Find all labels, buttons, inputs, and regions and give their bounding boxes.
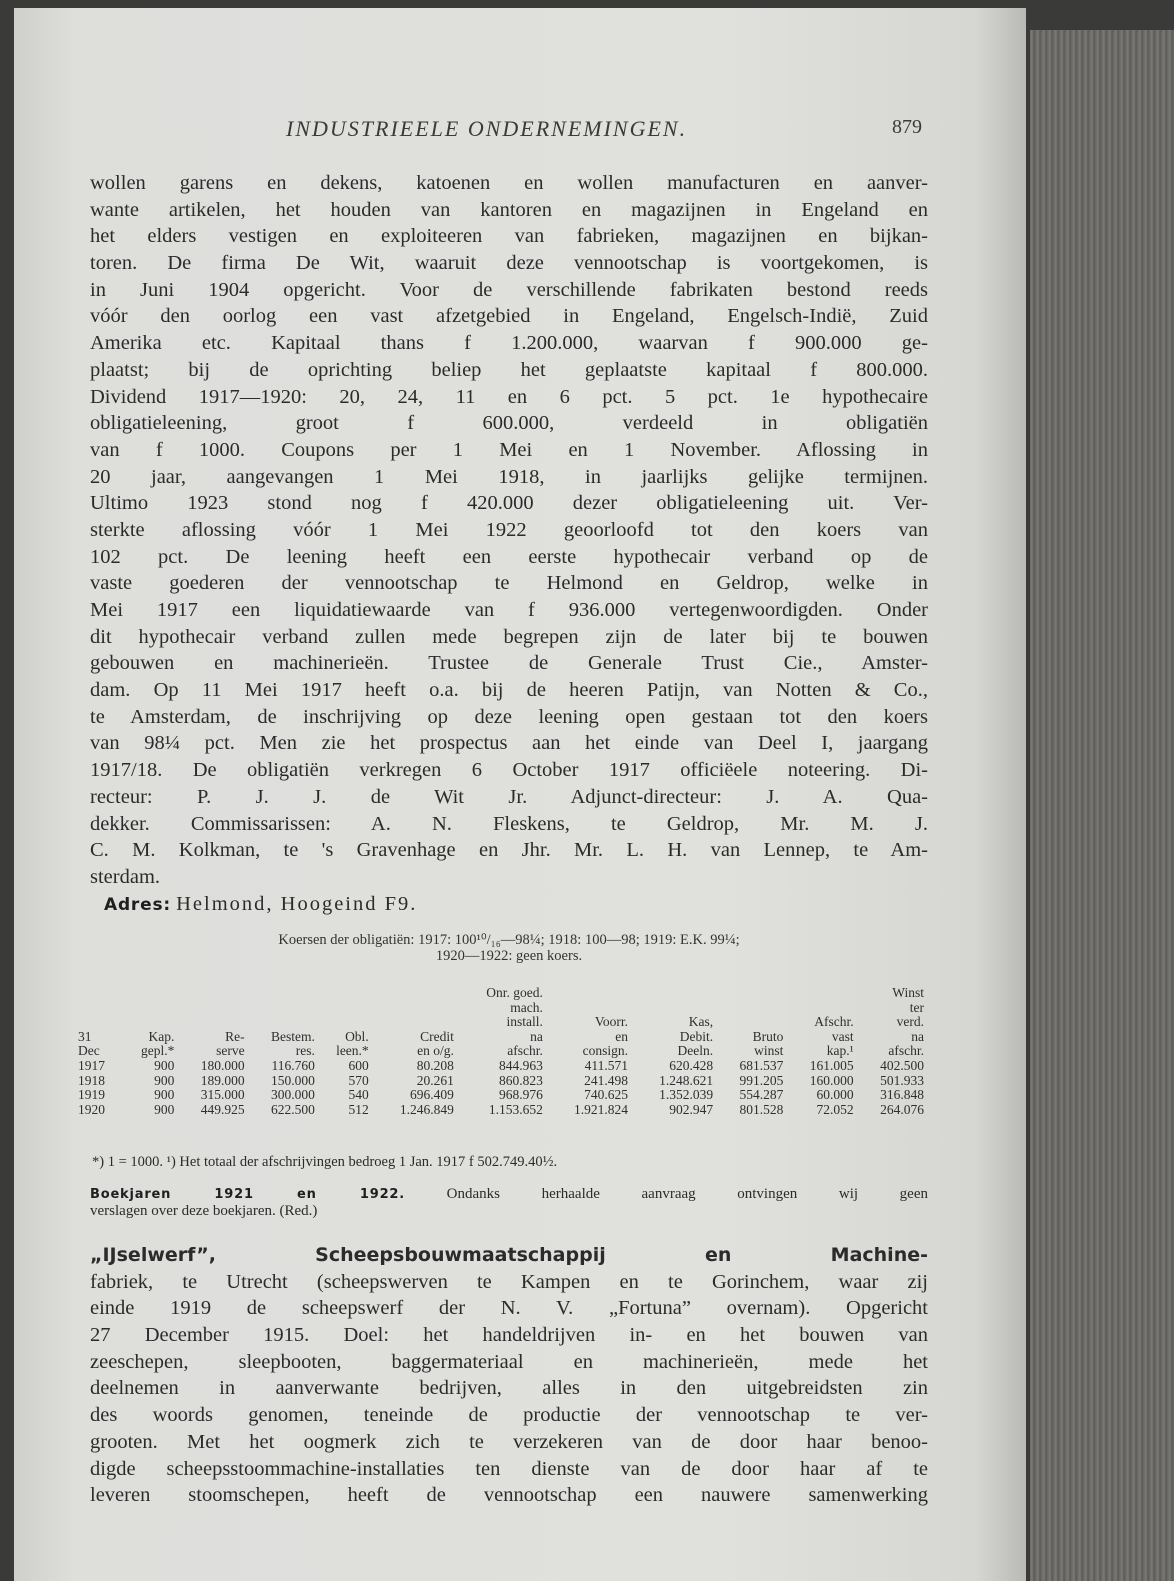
table-cell [122, 986, 177, 1001]
table-cell: Obl. [345, 1028, 369, 1044]
table-cell: 620.428 [669, 1057, 714, 1073]
table-cell [545, 986, 630, 1001]
table-cell: 241.498 [584, 1072, 628, 1088]
text-line: van f 1000. Coupons per 1 Mei en 1 November. Aflossing in [90, 438, 928, 461]
table-cell: 501.933 [880, 1072, 924, 1088]
text-line: vóór den oorlog een vast afzetgebied in Engeland, Engelsch-Indië, Zuid [90, 305, 928, 328]
text-line: vaste goederen der vennootschap te Helmond en Geldrop, welke in [90, 572, 928, 595]
table-cell: 900 [154, 1101, 175, 1117]
text-line: van 98¼ pct. Men zie het prospectus aan het einde van Deel I, jaargang [90, 732, 928, 755]
table-cell: 449.925 [200, 1101, 245, 1117]
text-line: Dividend 1917—1920: 20, 24, 11 en 6 pct. 5 pct. 1e hypothecaire [90, 385, 928, 408]
table-header-row [76, 986, 926, 1001]
table-cell: 902.947 [669, 1101, 714, 1117]
table-cell: 860.823 [498, 1072, 543, 1088]
text-line: dit hypothecair verband zullen mede begrepen zijn de later bij te bouwen [90, 625, 928, 648]
table-cell [247, 1015, 317, 1030]
table-cell: Voorr. [594, 1014, 628, 1030]
table-cell: 600 [348, 1057, 369, 1073]
table-cell: 31 [78, 1028, 92, 1044]
table-cell: 402.500 [880, 1057, 924, 1073]
table-cell: 900 [154, 1072, 175, 1088]
text-line: sterdam. [90, 865, 161, 888]
table-cell [122, 1001, 177, 1016]
table-cell [715, 1001, 785, 1016]
table-cell: Kas, [688, 1014, 714, 1030]
table-cell: afschr. [888, 1043, 924, 1059]
table-cell [76, 1015, 122, 1030]
text-line: in Juni 1904 opgericht. Voor de verschillende fabrikaten bestond reeds [90, 278, 928, 301]
table-cell: en o/g. [417, 1043, 454, 1059]
table-cell: 1.921.824 [573, 1101, 628, 1117]
table-cell: 540 [348, 1087, 369, 1103]
text-line: sterkte aflossing vóór 1 Mei 1922 geoorloofd tot den koers van [90, 518, 928, 541]
text-line: grooten. Met het oogmerk zich te verzekeren van de door haar benoo- [90, 1430, 928, 1453]
table-cell: Dec [78, 1043, 100, 1059]
table-cell: 1.246.849 [399, 1101, 454, 1117]
text-line: zeeschepen, sleepbooten, baggermateriaal en machinerieën, mede het [90, 1350, 928, 1373]
table-cell: 150.000 [271, 1072, 315, 1088]
table-cell: 20.261 [416, 1072, 454, 1088]
table-cell: 1919 [78, 1087, 105, 1103]
text-line: 102 pct. De leening heeft een eerste hypothecair verband op de [90, 545, 928, 568]
text-line: wollen garens en dekens, katoenen en wollen manufacturen en aanver- [90, 172, 928, 194]
table-row [76, 1059, 926, 1074]
book-page-edges [1030, 30, 1174, 1581]
text-line: C. M. Kolkman, te 's Gravenhage en Jhr. Mr. L. H. van Lennep, te Am- [90, 839, 928, 862]
table-cell [545, 1001, 630, 1016]
text-line: dekker. Commissarissen: A. N. Fleskens, te Geldrop, Mr. M. J. [90, 812, 928, 835]
table-cell [176, 1001, 246, 1016]
table-row [76, 1103, 926, 1118]
company1-body [90, 170, 928, 917]
company2-body [90, 1242, 928, 1509]
koersen-line-2: 1920—1922: geen koers. [435, 948, 583, 964]
company2-heading-line: „IJselwerf”, Scheepsbouwmaatschappij en Machine- [90, 1244, 928, 1266]
table-cell: 622.500 [271, 1101, 315, 1117]
table-cell: 315.000 [200, 1087, 245, 1103]
table-cell: 844.963 [498, 1057, 543, 1073]
table-cell: Bestem. [271, 1028, 315, 1044]
table-header-row [76, 1030, 926, 1045]
text-line: fabriek, te Utrecht (scheepswerven te Kampen en te Gorinchem, waar zij [90, 1270, 928, 1293]
table-cell: na [530, 1028, 543, 1044]
table-cell: Re- [225, 1028, 245, 1044]
address-value: Helmond, Hoogeind F9. [176, 892, 418, 915]
table-cell: ter [909, 999, 924, 1015]
table-cell: 900 [154, 1087, 175, 1103]
text-line: Ultimo 1923 stond nog f 420.000 dezer obligatieleening uit. Ver- [90, 492, 928, 515]
table-cell [371, 1001, 456, 1016]
table-cell: 991.205 [739, 1072, 784, 1088]
table-cell: 72.052 [816, 1101, 854, 1117]
table-cell [176, 1015, 246, 1030]
table-cell [247, 986, 317, 1001]
table-cell: 1.248.621 [659, 1072, 714, 1088]
table-cell: 180.000 [200, 1057, 245, 1073]
table-header-row [76, 1001, 926, 1016]
text-line: wante artikelen, het houden van kantoren en magazijnen in Engeland en [90, 198, 928, 221]
text-line: leveren stoomschepen, heeft de vennootschap een nauwere samenwerking [90, 1484, 928, 1507]
table-footnote: *) 1 = 1000. ¹) Het totaal der afschrijvingen bedroeg 1 Jan. 1917 f 502.749.40½. [92, 1154, 558, 1170]
table-cell: 161.005 [809, 1057, 854, 1073]
boekjaren-line-1 [90, 1186, 928, 1203]
table-cell: 681.537 [739, 1057, 784, 1073]
table-cell: mach. [510, 999, 543, 1015]
table-cell [176, 986, 246, 1001]
table-cell: 300.000 [271, 1087, 315, 1103]
table-cell: 316.848 [880, 1087, 924, 1103]
table-cell: winst [754, 1043, 784, 1059]
table-cell [76, 1001, 122, 1016]
table-cell: serve [216, 1043, 245, 1059]
text-line: toren. De firma De Wit, waaruit deze vennootschap is voortgekomen, is [90, 252, 928, 275]
table-cell: 696.409 [409, 1087, 454, 1103]
text-line: het elders vestigen en exploiteeren van fabrieken, magazijnen en bijkan- [90, 225, 928, 248]
address-line [90, 891, 928, 918]
text-line: Amerika etc. Kapitaal thans f 1.200.000, waarvan f 900.000 ge- [90, 332, 928, 355]
page-number: 879 [892, 116, 922, 138]
text-line: 20 jaar, aangevangen 1 Mei 1918, in jaarlijks gelijke termijnen. [90, 465, 928, 488]
table-cell: Credit [420, 1028, 454, 1044]
table-cell [371, 1015, 456, 1030]
table-cell: 1920 [78, 1101, 105, 1117]
table-cell: consign. [582, 1043, 628, 1059]
table-cell: leen.* [336, 1043, 369, 1059]
table-cell: 512 [348, 1101, 369, 1117]
table-cell: verd. [896, 1014, 924, 1030]
table-cell [122, 1015, 177, 1030]
address-label: Adres: [104, 894, 171, 915]
table-cell: res. [295, 1043, 315, 1059]
table-cell [785, 986, 855, 1001]
boekjaren-line-2: verslagen over deze boekjaren. (Red.) [90, 1203, 318, 1219]
table-cell: Bruto [752, 1028, 784, 1044]
table-cell: Afschr. [814, 1014, 854, 1030]
text-line: obligatieleening, groot f 600.000, verdeeld in obligatiën [90, 412, 928, 435]
table-cell: 1.352.039 [659, 1087, 714, 1103]
table-cell: 264.076 [880, 1101, 924, 1117]
table-cell: vast [831, 1028, 854, 1044]
table-cell: Winst [892, 985, 924, 1000]
table-cell: install. [506, 1014, 543, 1030]
koersen-line-1: Koersen der obligatiën: 1917: 100¹⁰/₁₆—98¼; 1918: 100—98; 1919: E.K. 99¼; [278, 932, 740, 948]
table-cell [630, 986, 715, 1001]
table-cell: na [911, 1028, 924, 1044]
table-cell: 570 [348, 1072, 369, 1088]
text-line: recteur: P. J. J. de Wit Jr. Adjunct-directeur: J. A. Qua- [90, 785, 928, 808]
boekjaren-label: Boekjaren 1921 en 1922. [90, 1187, 405, 1202]
table-header-row [76, 1015, 926, 1030]
table-cell [785, 1001, 855, 1016]
text-line: des woords genomen, teneinde de productie der vennootschap te ver- [90, 1404, 928, 1427]
text-line: digde scheepsstoommachine-installaties ten dienste van de door haar af te [90, 1457, 928, 1480]
table-cell: afschr. [507, 1043, 543, 1059]
text-line: deelnemen in aanverwante bedrijven, alles in den uitgebreidsten zin [90, 1377, 928, 1400]
text-line: te Amsterdam, de inschrijving op deze leening open gestaan tot den koers [90, 705, 928, 728]
table-cell [371, 986, 456, 1001]
table-row [76, 1088, 926, 1103]
table-cell: Debit. [679, 1028, 714, 1044]
boekjaren-text-1: Ondanks herhaalde aanvraag ontvingen wij geen [446, 1186, 928, 1202]
table-cell: 554.287 [739, 1087, 784, 1103]
table-cell: 1.153.652 [488, 1101, 543, 1117]
table-cell [715, 1015, 785, 1030]
text-line: 1917/18. De obligatiën verkregen 6 October 1917 officiëele noteering. Di- [90, 759, 928, 782]
table-cell [317, 1015, 371, 1030]
text-line: gebouwen en machinerieën. Trustee de Generale Trust Cie., Amster- [90, 652, 928, 675]
page-header [90, 116, 928, 146]
table-cell: 1918 [78, 1072, 105, 1088]
table-cell: gepl.* [140, 1043, 175, 1059]
table-cell: 189.000 [200, 1072, 245, 1088]
table-cell: 160.000 [809, 1072, 854, 1088]
text-line: einde 1919 de scheepswerf der N. V. „Fortuna” overnam). Opgericht [90, 1297, 928, 1320]
text-line: dam. Op 11 Mei 1917 heeft o.a. bij de heeren Patijn, van Notten & Co., [90, 679, 928, 702]
table-cell: 411.571 [584, 1057, 628, 1073]
text-line: 27 December 1915. Doel: het handeldrijven in- en het bouwen van [90, 1324, 928, 1347]
table-row [76, 1074, 926, 1089]
boekjaren-note [90, 1186, 928, 1220]
text-line: plaatst; bij de oprichting beliep het geplaatste kapitaal f 800.000. [90, 358, 928, 381]
table-cell: Onr. goed. [486, 985, 543, 1000]
table-cell: 1917 [78, 1057, 105, 1073]
table-cell: Kap. [148, 1028, 175, 1044]
table-cell [247, 1001, 317, 1016]
table-cell [317, 986, 371, 1001]
running-title: INDUSTRIEELE ONDERNEMINGEN. [286, 116, 688, 141]
financial-table [76, 986, 926, 1117]
table-cell [715, 986, 785, 1001]
text-line: Mei 1917 een liquidatiewaarde van f 936.000 vertegenwoordigden. Onder [90, 599, 928, 621]
table-cell: 801.528 [739, 1101, 784, 1117]
table-cell: 740.625 [584, 1087, 628, 1103]
table-cell: kap.¹ [826, 1043, 854, 1059]
table-cell: 900 [154, 1057, 175, 1073]
table-cell: 116.760 [271, 1057, 315, 1073]
table-cell: Deeln. [677, 1043, 714, 1059]
table-cell: 80.208 [416, 1057, 454, 1073]
table-cell [317, 1001, 371, 1016]
table-cell [630, 1001, 715, 1016]
table-header-row [76, 1044, 926, 1059]
table-cell: 968.976 [498, 1087, 543, 1103]
table-cell [76, 986, 122, 1001]
table-cell: 60.000 [816, 1087, 854, 1103]
table-cell: en [615, 1028, 628, 1044]
